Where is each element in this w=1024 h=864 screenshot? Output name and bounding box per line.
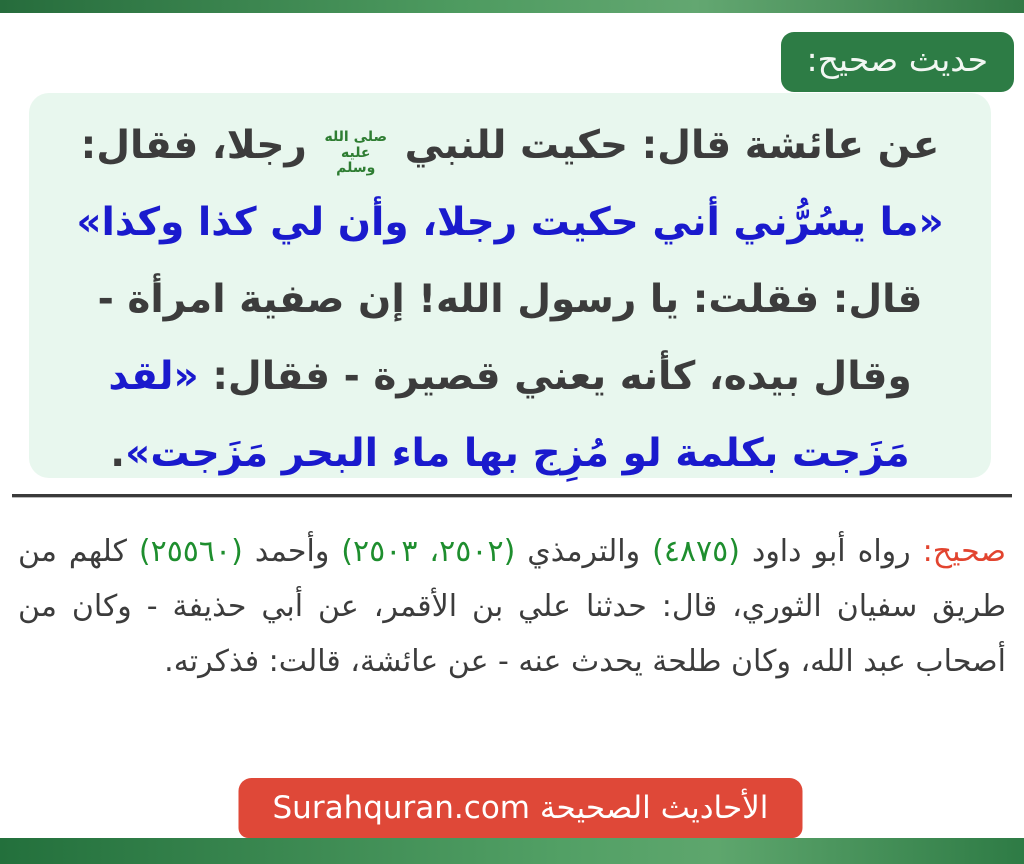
honorific-line-1: صلى الله — [324, 129, 387, 146]
brand-banner — [238, 778, 802, 838]
text-segment-dark: والترمذي — [515, 534, 653, 569]
text-segment-dark: قال: فقلت: يا رسول الله! إن صفية امرأة - وقال بيده، كأنه يعني قصيرة - فقال: — [97, 277, 923, 399]
hadith-grade-label: حديث صحيح: — [806, 40, 988, 79]
honorific-line-3: وسلم — [336, 160, 376, 176]
hadith-text-box — [29, 93, 991, 478]
honorific-line-2: عليه — [340, 144, 371, 161]
text-segment-green: (٢٥٠٢، ٢٥٠٣) — [341, 534, 516, 569]
text-segment-dark: وأحمد — [242, 534, 342, 569]
text-segment-dark: . — [110, 431, 126, 476]
hadith-opening-text: عن عائشة قال: حكيت للنبي — [391, 123, 940, 168]
top-green-bar — [0, 0, 1024, 13]
hadith-attribution — [18, 524, 1006, 689]
hadith-grade-badge — [781, 32, 1015, 92]
text-segment-dark: رواه أبو داود — [739, 534, 923, 569]
brand-title-and-site: الأحاديث الصحيحة Surahquran.com — [272, 790, 769, 826]
text-segment-blue: «ما يسُرُّني أني حكيت رجلا، وأن لي كذا وكذا» — [76, 200, 944, 245]
hadith-body-segments — [76, 123, 943, 476]
salla-allahu-alayhi-wasallam-honorific — [324, 130, 387, 176]
horizontal-divider — [12, 494, 1012, 497]
text-segment-red: صحيح: — [922, 534, 1006, 569]
text-segment-dark: رجلا، فقال: — [80, 123, 321, 168]
hadith-text — [65, 107, 955, 492]
text-segment-green: (٤٨٧٥) — [652, 534, 740, 569]
bottom-green-bar — [0, 838, 1024, 864]
text-segment-blue: «لقد مَزَجت بكلمة لو مُزِج بها ماء البحر مَزَجت» — [108, 354, 910, 476]
text-segment-dark: كلهم من طريق سفيان الثوري، قال: حدثنا علي بن الأقمر، عن أبي حذيفة - وكان من أصحاب عبد الله، وكان طلحة يحدث عنه - عن عائشة، قالت: فذكرته. — [18, 534, 1006, 679]
text-segment-green: (٢٥٥٦٠) — [138, 534, 243, 569]
